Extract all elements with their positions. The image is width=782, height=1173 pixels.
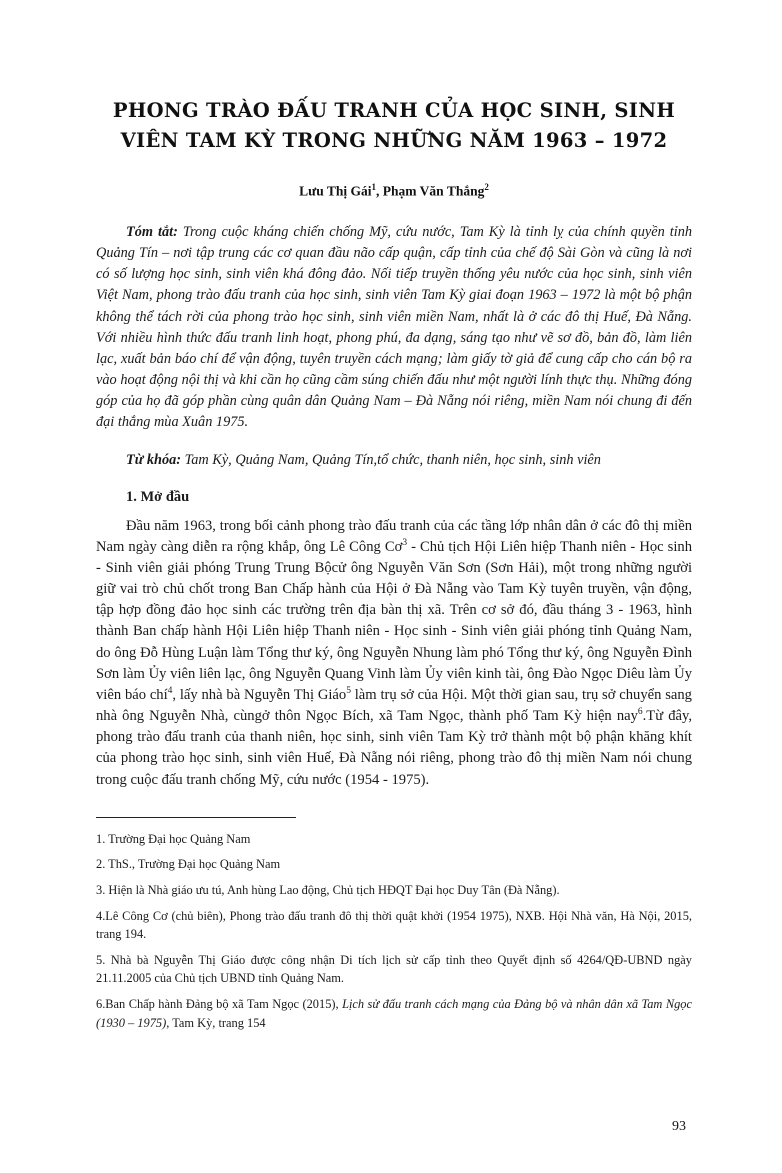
author-byline [96, 182, 692, 200]
title-line-2: VIÊN TAM KỲ TRONG NHỮNG NĂM 1963 – 1972 [120, 129, 668, 153]
page-title [96, 96, 692, 156]
author-first-marker: 1 [371, 182, 377, 193]
body-text-part-d: làm trụ sở của Hội. Một thời gian sau, trụ sở chuyển sang nhà ông Nguyễn Nhà, cùngở thôn Ngọc Bích, xã Tam Ngọc, thành phố Tam Kỳ hiện nay [96, 686, 692, 725]
footnote-6-part-c: , Tam Kỳ, trang 154 [166, 1015, 266, 1030]
footnote-item: 1. Trường Đại học Quảng Nam [96, 831, 251, 846]
body-text-part-e: .Từ đây, phong trào đấu tranh của thanh niên, học sinh, sinh viên Tam Kỳ trở thành một bộ phận khăng khít của phong trào học sinh, sinh viên Huế, Đà Nẵng nói riêng, phong trào đô thị miền Nam nói chung trong cuộc đấu tranh chống Mỹ, cứu nước (1954 - 1975). [96, 708, 692, 788]
author-second-name: , Phạm Văn Thắng [376, 183, 485, 199]
page-content [96, 96, 692, 1039]
footnotes-section [96, 830, 692, 1032]
keywords-label: Từ khóa: [126, 451, 182, 468]
section-heading-1: 1. Mở đầu [126, 488, 190, 505]
footnote-item: 5. Nhà bà Nguyễn Thị Giáo được công nhận Di tích lịch sử cấp tỉnh theo Quyết định số 4264/QĐ-UBND ngày 21.11.2005 của Chủ tịch UBND tỉnh Quảng Nam. [96, 952, 692, 986]
footnote-item: 3. Hiện là Nhà giáo ưu tú, Anh hùng Lao động, Chủ tịch HĐQT Đại học Duy Tân (Đà Nẵng). [96, 882, 560, 897]
footnote-ref-6[interactable]: 6 [637, 707, 643, 718]
footnote-6-part-a: 6.Ban Chấp hành Đảng bộ xã Tam Ngọc (2015), [96, 996, 343, 1011]
keywords-text: Tam Kỳ, Quảng Nam, Quảng Tín,tổ chức, thanh niên, học sinh, sinh viên [181, 451, 601, 468]
body-paragraph-1 [96, 516, 692, 791]
footnote-item: 4.Lê Công Cơ (chủ biên), Phong trào đấu tranh đô thị thời quật khởi (1954 1975), NXB. Hội Nhà văn, Hà Nội, 2015, trang 194. [96, 908, 692, 942]
body-text-part-a: Đầu năm 1963, trong bối cảnh phong trào đấu tranh của các tầng lớp nhân dân ở các đô thị miền Nam ngày càng diễn ra rộng khắp, ông Lê Công Cơ [96, 517, 692, 555]
footnote-item [96, 995, 692, 1032]
footnote-separator-rule [96, 817, 296, 818]
page-number: 93 [672, 1119, 686, 1134]
author-second-marker: 2 [484, 182, 489, 193]
title-line-1: PHONG TRÀO ĐẤU TRANH CỦA HỌC SINH, SINH [112, 99, 676, 122]
author-first-name: Lưu Thị Gái [299, 183, 372, 199]
body-text-part-c: , lấy nhà bà Nguyễn Thị Giáo [172, 686, 347, 703]
keywords-paragraph [96, 450, 692, 471]
abstract-text: Trong cuộc kháng chiến chống Mỹ, cứu nước, Tam Kỳ là tỉnh lỵ của chính quyền tỉnh Quảng Tín – nơi tập trung các cơ quan đầu não cấp quận, cấp tỉnh của chế độ Sài Gòn và cũng là nơi có số lượng học sinh, sinh viên khá đông đảo. Nối tiếp truyền thống yêu nước của học sinh, sinh viên Việt Nam, phong trào đấu tranh của học sinh, sinh viên Tam Kỳ giai đoạn 1963 – 1972 là một bộ phận không thể tách rời của phong trào học sinh, sinh viên miền Nam, nhất là ở các đô thị Huế, Đà Nẵng. Với nhiều hình thức đấu tranh linh hoạt, phong phú, đa dạng, sáng tạo như vẽ sơ đồ, bản đồ, làm liên lạc, xuất bản báo chí để vận động, tuyên truyền cách mạng; làm giấy tờ giả để cung cấp cho cán bộ ra vào hoạt động nội thị và khi cần họ cũng cầm súng chiến đấu như một người lính thực thụ. Những đóng góp của họ đã góp phần cùng quân dân Quảng Nam – Đà Nẵng nói riêng, miền Nam nói chung đi đến đại thắng mùa Xuân 1975. [96, 223, 692, 431]
footnote-6-title: Lịch sử đấu tranh cách mạng của Đảng bộ và nhân dân xã Tam Ngọc (1930 – 1975) [96, 996, 692, 1030]
abstract-paragraph [96, 222, 692, 434]
footnote-item: 2. ThS., Trường Đại học Quảng Nam [96, 857, 281, 872]
body-text-part-b: - Chủ tịch Hội Liên hiệp Thanh niên - Học sinh - Sinh viên giải phóng Trung Trung Bộcử ông Nguyễn Văn Sơn (Sơn Hải), một trong những người giữ vai trò chủ chốt trong Ban Chấp hành của Hội ở Đà Nẵng vào Tam Kỳ tuyên truyền, vận động, tập hợp đồng đảo học sinh các trường trên địa bàn thị xã. Trên cơ sở đó, đầu tháng 3 - 1963, hình thành Ban chấp hành Hội Liên hiệp Thanh niên - Học sinh - Sinh viên giải phóng tỉnh Quảng Nam, do ông Đỗ Hùng Luận làm Tổng thư ký, ông Nguyễn Nhung làm phó Tổng thư ký, ông Nguyễn Đình Sơn làm Ủy viên liên lạc, ông Nguyễn Quang Vinh làm Ủy viên kinh tài, ông Đào Ngọc Diêu làm Ủy viên báo chí [96, 538, 693, 703]
footnote-ref-4[interactable]: 4 [167, 686, 173, 697]
footnote-ref-5[interactable]: 5 [346, 686, 351, 697]
footnote-ref-3[interactable]: 3 [402, 537, 408, 548]
abstract-label: Tóm tắt: [126, 223, 178, 240]
